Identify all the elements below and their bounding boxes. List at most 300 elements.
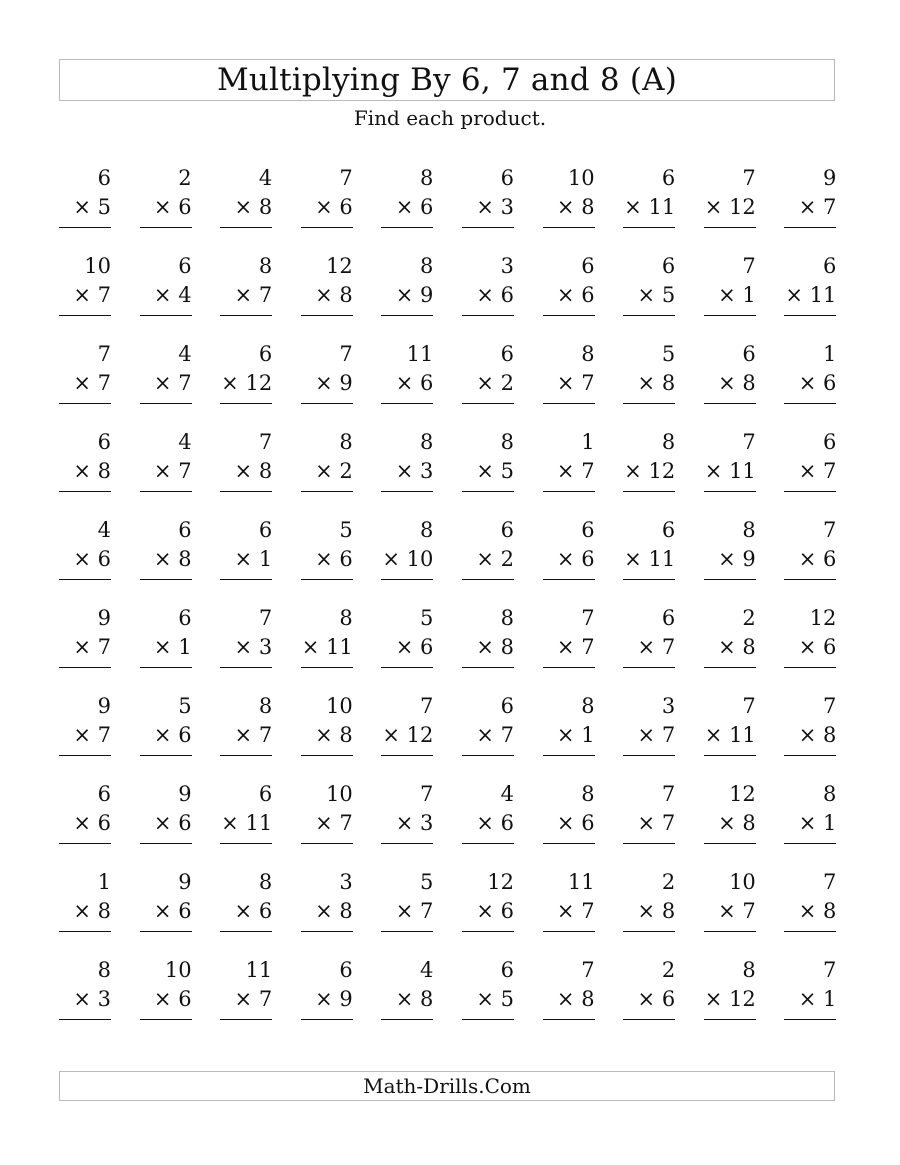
times-sign: × [315,987,333,1011]
answer-line [462,579,514,580]
answer-line [220,403,272,404]
multiplicand: 7 [742,166,756,190]
problem [543,163,595,231]
multiplicand: 3 [339,870,353,894]
times-sign: × [637,283,656,307]
multiplier-row [718,368,756,398]
multiplier-row [799,632,837,662]
times-sign: × [221,371,239,395]
times-sign: × [798,899,817,923]
multiplicand: 5 [339,518,353,542]
times-sign: × [476,723,494,747]
answer-line [704,667,756,668]
answer-line [704,755,756,756]
multiplier-row [315,456,353,486]
problem [59,427,111,495]
multiplier-row [638,720,676,750]
multiplier-row [154,544,192,574]
multiplier-row [638,808,676,838]
problem [140,427,192,495]
problem [784,955,836,1023]
multiplicand: 7 [420,694,434,718]
multiplier-row [154,896,192,926]
multiplicand: 11 [406,342,434,366]
multiplier: 8 [742,635,756,659]
answer-line [784,667,836,668]
multiplier-row [799,984,837,1014]
multiplicand: 8 [581,694,595,718]
times-sign: × [624,195,642,219]
answer-line [543,315,595,316]
answer-line [140,315,192,316]
multiplier: 8 [420,987,434,1011]
multiplier: 3 [97,987,111,1011]
multiplicand: 8 [420,518,434,542]
answer-line [462,1019,514,1020]
multiplier-row [718,896,756,926]
multiplicand: 7 [823,518,837,542]
multiplier-row [235,280,273,310]
answer-line [462,755,514,756]
multiplier: 7 [339,811,353,835]
times-sign: × [718,635,736,659]
answer-line [543,755,595,756]
worksheet-instruction: Find each product. [353,106,547,130]
multiplier: 1 [823,811,837,835]
multiplier-row [638,632,676,662]
problem [220,779,272,847]
multiplicand: 9 [823,166,837,190]
answer-line [220,227,272,228]
multiplier: 8 [581,987,595,1011]
problem [381,163,433,231]
multiplier: 8 [97,899,111,923]
problem [784,779,836,847]
answer-line [784,579,836,580]
multiplier: 6 [581,811,595,835]
times-sign: × [234,723,253,747]
times-sign: × [637,899,656,923]
answer-line [59,579,111,580]
problem [220,339,272,407]
multiplicand: 6 [661,166,676,190]
answer-line [543,227,595,228]
multiplier: 7 [178,459,192,483]
answer-line [462,931,514,932]
problem [784,427,836,495]
multiplier-row [154,720,192,750]
problem [220,867,272,935]
multiplier: 3 [420,811,434,835]
problem [704,163,756,231]
multiplier: 8 [742,371,756,395]
problem [623,603,675,671]
multiplier: 8 [661,899,676,923]
times-sign: × [234,635,253,659]
answer-line [784,403,836,404]
multiplier: 7 [581,459,595,483]
times-sign: × [718,899,736,923]
multiplier: 7 [661,723,676,747]
multiplicand: 7 [823,958,837,982]
problem [704,427,756,495]
times-sign: × [476,195,494,219]
multiplier-row [638,368,676,398]
multiplier-row [718,808,756,838]
problem [623,339,675,407]
multiplier-row [73,984,111,1014]
problem [381,339,433,407]
times-sign: × [315,283,333,307]
times-sign: × [798,723,817,747]
answer-line [220,1019,272,1020]
multiplicand: 9 [178,870,192,894]
multiplicand: 7 [339,342,353,366]
times-sign: × [73,195,91,219]
problem [220,251,272,319]
answer-line [623,315,675,316]
times-sign: × [315,899,333,923]
multiplier-row [154,632,192,662]
multiplier-row [718,632,756,662]
times-sign: × [315,811,333,835]
multiplier: 1 [742,283,756,307]
multiplier: 6 [823,547,837,571]
problem [543,515,595,583]
times-sign: × [798,811,817,835]
times-sign: × [476,811,494,835]
problem [704,691,756,759]
multiplier-row [235,896,273,926]
problem [140,691,192,759]
multiplicand: 6 [339,958,353,982]
problem [623,163,675,231]
answer-line [704,579,756,580]
answer-line [220,667,272,668]
multiplicand: 9 [97,694,111,718]
multiplier: 6 [661,987,676,1011]
problem [301,867,353,935]
multiplier-row [154,192,192,222]
multiplier: 7 [823,195,837,219]
multiplicand: 4 [97,518,111,542]
multiplier: 8 [339,899,353,923]
multiplicand: 8 [258,254,273,278]
answer-line [301,315,353,316]
multiplicand: 7 [742,254,756,278]
times-sign: × [382,547,400,571]
multiplicand: 6 [178,254,192,278]
times-sign: × [556,195,575,219]
times-sign: × [234,195,253,219]
problem [140,867,192,935]
multiplier-row [302,632,353,662]
problem [381,427,433,495]
problem [623,955,675,1023]
times-sign: × [476,547,494,571]
multiplier: 7 [97,723,111,747]
answer-line [301,843,353,844]
multiplicand: 5 [420,870,434,894]
multiplier-row [785,280,836,310]
multiplier-row [73,720,111,750]
answer-line [220,843,272,844]
multiplicand: 10 [84,254,111,278]
multiplicand: 8 [339,606,353,630]
times-sign: × [234,283,253,307]
multiplier: 11 [326,635,353,659]
multiplier: 7 [742,899,756,923]
times-sign: × [315,723,333,747]
answer-line [623,843,675,844]
answer-line [623,579,675,580]
multiplicand: 8 [258,694,273,718]
multiplicand: 5 [178,694,192,718]
multiplier-row [396,456,434,486]
times-sign: × [556,459,575,483]
times-sign: × [395,811,414,835]
times-sign: × [476,371,494,395]
multiplier: 7 [258,283,273,307]
multiplicand: 7 [742,694,756,718]
multiplier-row [235,544,273,574]
multiplicand: 4 [258,166,273,190]
times-sign: × [395,899,414,923]
answer-line [301,755,353,756]
problem [220,603,272,671]
multiplicand: 9 [97,606,111,630]
answer-line [59,1019,111,1020]
multiplicand: 8 [661,430,676,454]
problem [623,427,675,495]
multiplier: 5 [500,987,514,1011]
times-sign: × [556,371,575,395]
answer-line [140,491,192,492]
problem [59,603,111,671]
multiplicand: 10 [567,166,595,190]
multiplier: 7 [420,899,434,923]
multiplicand: 6 [823,430,837,454]
problem [381,779,433,847]
times-sign: × [382,723,400,747]
times-sign: × [637,987,656,1011]
answer-line [301,931,353,932]
multiplicand: 12 [326,254,353,278]
multiplicand: 7 [823,870,837,894]
multiplier: 11 [729,723,756,747]
multiplier: 8 [339,283,353,307]
times-sign: × [153,283,172,307]
answer-line [220,755,272,756]
multiplier-row [396,632,434,662]
answer-line [543,491,595,492]
worksheet-title: Multiplying By 6, 7 and 8 (A) [216,61,678,98]
answer-line [140,579,192,580]
multiplier: 10 [406,547,434,571]
answer-line [543,403,595,404]
multiplier: 7 [97,635,111,659]
problem [381,515,433,583]
times-sign: × [73,283,91,307]
multiplier: 5 [97,195,111,219]
multiplier-row [315,808,353,838]
times-sign: × [556,987,575,1011]
answer-line [784,931,836,932]
times-sign: × [234,987,253,1011]
multiplicand: 6 [661,606,676,630]
problem [59,691,111,759]
answer-line [543,579,595,580]
times-sign: × [153,635,172,659]
multiplicand: 6 [500,694,514,718]
multiplier: 11 [729,459,756,483]
problem [784,515,836,583]
multiplicand: 7 [581,958,595,982]
times-sign: × [476,459,494,483]
multiplicand: 2 [661,870,676,894]
times-sign: × [798,987,817,1011]
problem [140,955,192,1023]
answer-line [220,931,272,932]
multiplicand: 2 [742,606,756,630]
multiplier-row [235,456,273,486]
multiplier: 7 [258,723,273,747]
answer-line [140,403,192,404]
multiplier: 7 [581,635,595,659]
multiplier: 7 [581,899,595,923]
answer-line [140,931,192,932]
answer-line [140,843,192,844]
multiplier: 9 [742,547,756,571]
multiplier: 12 [729,195,756,219]
problem [462,603,514,671]
multiplicand: 1 [823,342,837,366]
problem [543,251,595,319]
multiplier-row [73,808,111,838]
answer-line [381,667,433,668]
answer-line [623,667,675,668]
problem [704,867,756,935]
times-sign: × [785,283,803,307]
times-sign: × [798,195,817,219]
problem [220,955,272,1023]
answer-line [623,931,675,932]
problem [704,603,756,671]
multiplier: 11 [648,547,676,571]
problem [462,427,514,495]
multiplier: 6 [178,987,192,1011]
problem [623,779,675,847]
multiplier: 8 [823,899,837,923]
multiplier: 6 [823,635,837,659]
times-sign: × [73,987,91,1011]
multiplier: 1 [178,635,192,659]
multiplicand: 12 [809,606,837,630]
multiplier: 2 [339,459,353,483]
answer-line [784,491,836,492]
multiplier-row [315,544,353,574]
multiplier: 3 [258,635,273,659]
problem [462,691,514,759]
multiplier: 11 [648,195,676,219]
multiplier: 6 [500,811,514,835]
multiplier-row [221,368,272,398]
times-sign: × [624,547,642,571]
problem [301,515,353,583]
multiplier: 12 [406,723,434,747]
multiplicand: 8 [581,342,595,366]
problem [59,955,111,1023]
multiplier: 6 [500,899,514,923]
answer-line [623,403,675,404]
multiplicand: 6 [178,518,192,542]
multiplicand: 6 [97,430,111,454]
answer-line [140,667,192,668]
times-sign: × [395,635,414,659]
multiplicand: 6 [742,342,756,366]
multiplier: 9 [339,371,353,395]
problem [140,603,192,671]
problem [543,691,595,759]
multiplier-row [705,984,756,1014]
multiplier-row [799,808,837,838]
multiplicand: 5 [420,606,434,630]
problem [59,251,111,319]
answer-line [381,403,433,404]
times-sign: × [637,811,656,835]
multiplier: 3 [420,459,434,483]
answer-line [623,755,675,756]
times-sign: × [221,811,239,835]
times-sign: × [637,371,656,395]
problem [381,691,433,759]
multiplier-row [476,192,514,222]
answer-line [543,843,595,844]
multiplier-row [73,544,111,574]
multiplier-row [705,192,756,222]
multiplier-row [705,456,756,486]
multiplier: 2 [500,547,514,571]
multiplicand: 6 [178,606,192,630]
multiplier-row [315,896,353,926]
times-sign: × [153,987,172,1011]
multiplier-row [557,896,595,926]
problem [59,515,111,583]
problem [301,427,353,495]
answer-line [220,315,272,316]
multiplier-row [476,456,514,486]
multiplier-row [476,984,514,1014]
times-sign: × [153,547,172,571]
problem [543,955,595,1023]
problem [543,867,595,935]
times-sign: × [73,459,91,483]
problem [381,603,433,671]
answer-line [301,1019,353,1020]
problem [623,515,675,583]
multiplicand: 10 [326,782,353,806]
answer-line [784,315,836,316]
problem [381,251,433,319]
multiplier: 6 [178,899,192,923]
multiplier-row [799,896,837,926]
times-sign: × [798,547,817,571]
multiplicand: 6 [581,518,595,542]
multiplicand: 8 [742,518,756,542]
multiplier-row [315,984,353,1014]
multiplier-row [154,368,192,398]
problem [462,955,514,1023]
